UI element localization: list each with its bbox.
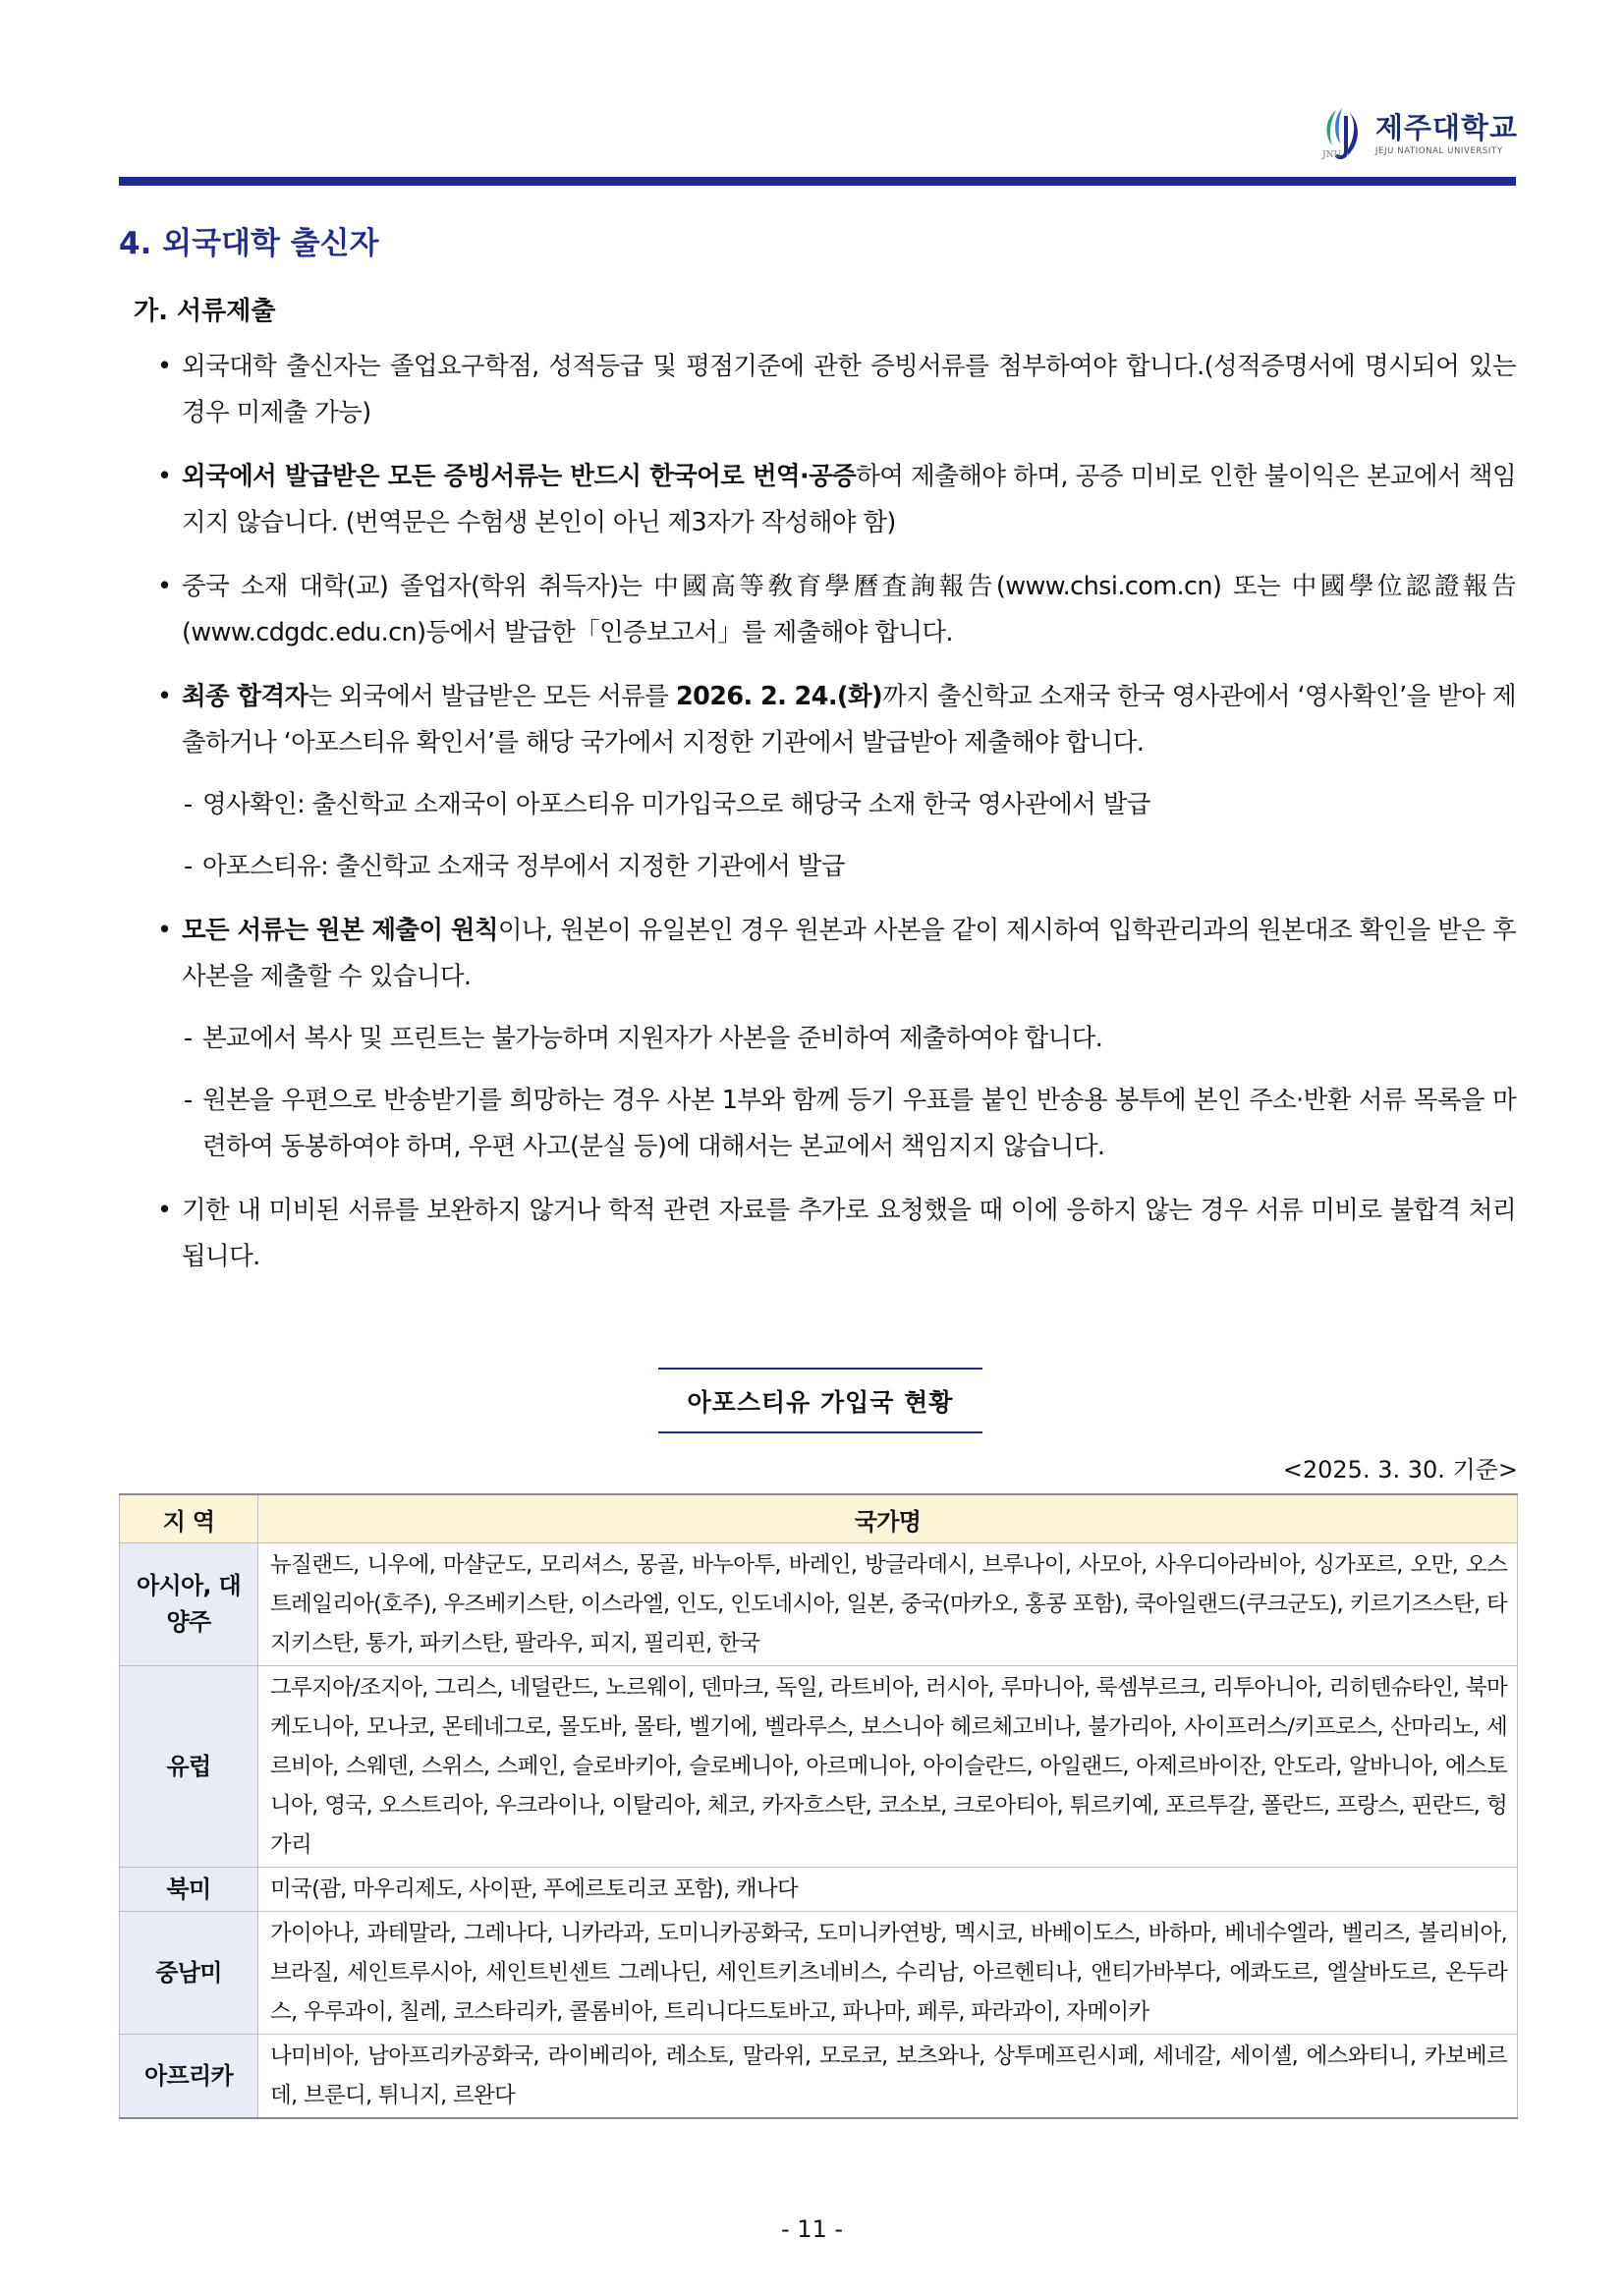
- paragraph-text: 는 외국에서 발급받은 모든 서류를: [308, 682, 676, 711]
- region-cell: 아시아, 대양주: [120, 1543, 258, 1666]
- dash-item-return-mail: [157, 1078, 1516, 1170]
- paragraph-text: 아포스티유: 출신학교 소재국 정부에서 지정한 기관에서 발급: [202, 852, 845, 881]
- dash-item-apostille: [157, 844, 1516, 890]
- logo-korean-name: 제주대학교: [1374, 110, 1518, 144]
- document-body: [157, 344, 1516, 1280]
- paragraph-text: 외국대학 출신자는 졸업요구학점, 성적등급 및 평점기준에 관한 증빙서류를 첨부하여야 합니다.(성적증명서에 명시되어 있는 경우 미제출 가능): [182, 352, 1517, 427]
- paragraph-text: 이나, 원본이 유일본인 경우 원본과 사본을 같이 제시하여 입학관리과의 원본대조 확인을 받은 후 사본을 제출할 수 있습니다.: [182, 916, 1516, 991]
- bullet-item-missing-documents: [157, 1188, 1516, 1280]
- bullet-item-original-documents: [157, 908, 1516, 1000]
- bullet-item-grade-proof: [157, 344, 1516, 436]
- countries-cell: 미국(괌, 마우리제도, 사이판, 푸에르토리코 포함), 캐나다: [258, 1868, 1518, 1912]
- paragraph-text: 원본을 우편으로 반송받기를 희망하는 경우 사본 1부와 함께 등기 우표를 붙인 반송용 봉투에 본인 주소·반환 서류 목록을 마련하여 동봉하여야 하며, 우편 사고(분실 등)에 대해서는 본교에서 책임지지 않습니다.: [202, 1086, 1516, 1161]
- bullet-item-final-admission: [157, 674, 1516, 766]
- region-cell: 중남미: [120, 1912, 258, 2035]
- region-cell: 아프리카: [120, 2035, 258, 2119]
- paragraph-text: 기한 내 미비된 서류를 보완하지 않거나 학적 관련 자료를 추가로 요청했을 때 이에 응하지 않는 경우 서류 미비로 불합격 처리됩니다.: [182, 1196, 1516, 1271]
- bullet-icon: •: [157, 682, 172, 711]
- region-cell: 유럽: [120, 1666, 258, 1868]
- emphasis-text: 모든 서류는 원본 제출이 원칙: [182, 916, 498, 945]
- dash-icon: -: [184, 852, 193, 881]
- column-header-region: 지 역: [120, 1494, 258, 1543]
- table-row: [120, 1666, 1518, 1868]
- dash-icon: -: [184, 1086, 193, 1115]
- subsection-title: 가. 서류제출: [134, 297, 276, 326]
- table-row: [120, 2035, 1518, 2119]
- countries-cell: 나미비아, 남아프리카공화국, 라이베리아, 레소토, 말라위, 모로코, 보츠와나, 상투메프린시페, 세네갈, 세이셸, 에스와티니, 카보베르데, 브룬디, 튀니지, 르완다: [258, 2035, 1518, 2119]
- countries-cell: 뉴질랜드, 니우에, 마샬군도, 모리셔스, 몽골, 바누아투, 바레인, 방글라데시, 브루나이, 사모아, 사우디아라비아, 싱가포르, 오만, 오스트레일리아(호주), 우즈베키스탄, 이스라엘, 인도, 인도네시아, 일본, 중국(마카오, 홍콩 포함), 쿡아일랜드(쿠크군도), 키르기즈스탄, 타지키스탄, 통가, 파키스탄, 팔라우, 피지, 필리핀, 한국: [258, 1543, 1518, 1666]
- paragraph-text: 까지 출신학교 소재국 한국 영사관에서 ‘영사확인’을 받아 제출하거나 ‘아포스티유 확인서’를 해당 국가에서 지정한 기관에서 발급받아 제출해야 합니다.: [182, 682, 1516, 757]
- dash-icon: -: [184, 790, 193, 819]
- bullet-item-translation: [157, 454, 1516, 546]
- table-title: 아포스티유 가입국 현황: [658, 1368, 982, 1433]
- paragraph-text: 영사확인: 출신학교 소재국이 아포스티유 미가입국으로 해당국 소재 한국 영사관에서 발급: [202, 790, 1150, 819]
- paragraph-text: 하여 제출해야 하며, 공증 미비로 인한 불이익은 본교에서 책임지지 않습니다. (번역문은 수험생 본인이 아닌 제3자가 작성해야 함): [182, 462, 1516, 537]
- logo-english-name: JEJU NATIONAL UNIVERSITY: [1374, 145, 1503, 156]
- header-divider: [119, 177, 1516, 186]
- region-cell: 북미: [120, 1868, 258, 1912]
- university-logo: [1316, 106, 1518, 163]
- bullet-item-china-certificate: [157, 564, 1516, 656]
- table-row: [120, 1543, 1518, 1666]
- svg-text:JNU: JNU: [1321, 150, 1341, 160]
- table-row: [120, 1912, 1518, 2035]
- emphasis-text: 최종 합격자: [182, 682, 308, 711]
- table-header-row: [120, 1494, 1518, 1543]
- bullet-icon: •: [157, 916, 172, 945]
- bullet-icon: •: [157, 572, 172, 601]
- apostille-country-table: [119, 1493, 1518, 2119]
- university-emblem-icon: [1316, 106, 1368, 163]
- page-number: - 11 -: [780, 2215, 844, 2243]
- dash-item-copy: [157, 1016, 1516, 1062]
- deadline-date: 2026. 2. 24.(화): [675, 682, 883, 711]
- table-row: [120, 1868, 1518, 1912]
- emphasis-text: 외국에서 발급받은 모든 증빙서류는 반드시 한국어로 번역·공증: [182, 462, 857, 491]
- bullet-icon: •: [157, 462, 172, 491]
- bullet-icon: •: [157, 352, 172, 381]
- column-header-countries: 국가명: [258, 1494, 1518, 1543]
- dash-icon: -: [184, 1024, 193, 1053]
- paragraph-text: 중국 소재 대학(교) 졸업자(학위 취득자)는 中國高等敎育學曆査詢報告(www.chsi.com.cn) 또는 中國學位認證報告(www.cdgdc.edu.cn)등에서 발급한「인증보고서」를 제출해야 합니다.: [182, 572, 1516, 647]
- bullet-icon: •: [157, 1196, 172, 1225]
- dash-item-consular: [157, 782, 1516, 828]
- countries-cell: 가이아나, 과테말라, 그레나다, 니카라과, 도미니카공화국, 도미니카연방, 멕시코, 바베이도스, 바하마, 베네수엘라, 벨리즈, 볼리비아, 브라질, 세인트루시아, 세인트빈센트 그레나딘, 세인트키츠네비스, 수리남, 아르헨티나, 앤티가바부다, 에콰도르, 엘살바도르, 온두라스, 우루과이, 칠레, 코스타리카, 콜롬비아, 트리니다드토바고, 파나마, 페루, 파라과이, 자메이카: [258, 1912, 1518, 2035]
- paragraph-text: 본교에서 복사 및 프린트는 불가능하며 지원자가 사본을 준비하여 제출하여야 합니다.: [202, 1024, 1103, 1053]
- countries-cell: 그루지아/조지아, 그리스, 네덜란드, 노르웨이, 덴마크, 독일, 라트비아, 러시아, 루마니아, 룩셈부르크, 리투아니아, 리히텐슈타인, 북마케도니아, 모나코, 몬테네그로, 몰도바, 몰타, 벨기에, 벨라루스, 보스니아 헤르체고비나, 불가리아, 사이프러스/키프로스, 산마리노, 세르비아, 스웨덴, 스위스, 스페인, 슬로바키아, 슬로베니아, 아르메니아, 아이슬란드, 아일랜드, 아제르바이잔, 안도라, 알바니아, 에스토니아, 영국, 오스트리아, 우크라이나, 이탈리아, 체코, 카자흐스탄, 코소보, 크로아티아, 튀르키예, 포르투갈, 폴란드, 프랑스, 핀란드, 헝가리: [258, 1666, 1518, 1868]
- section-title: 4. 외국대학 출신자: [119, 226, 379, 261]
- table-basis-date: <2025. 3. 30. 기준>: [1282, 1456, 1518, 1484]
